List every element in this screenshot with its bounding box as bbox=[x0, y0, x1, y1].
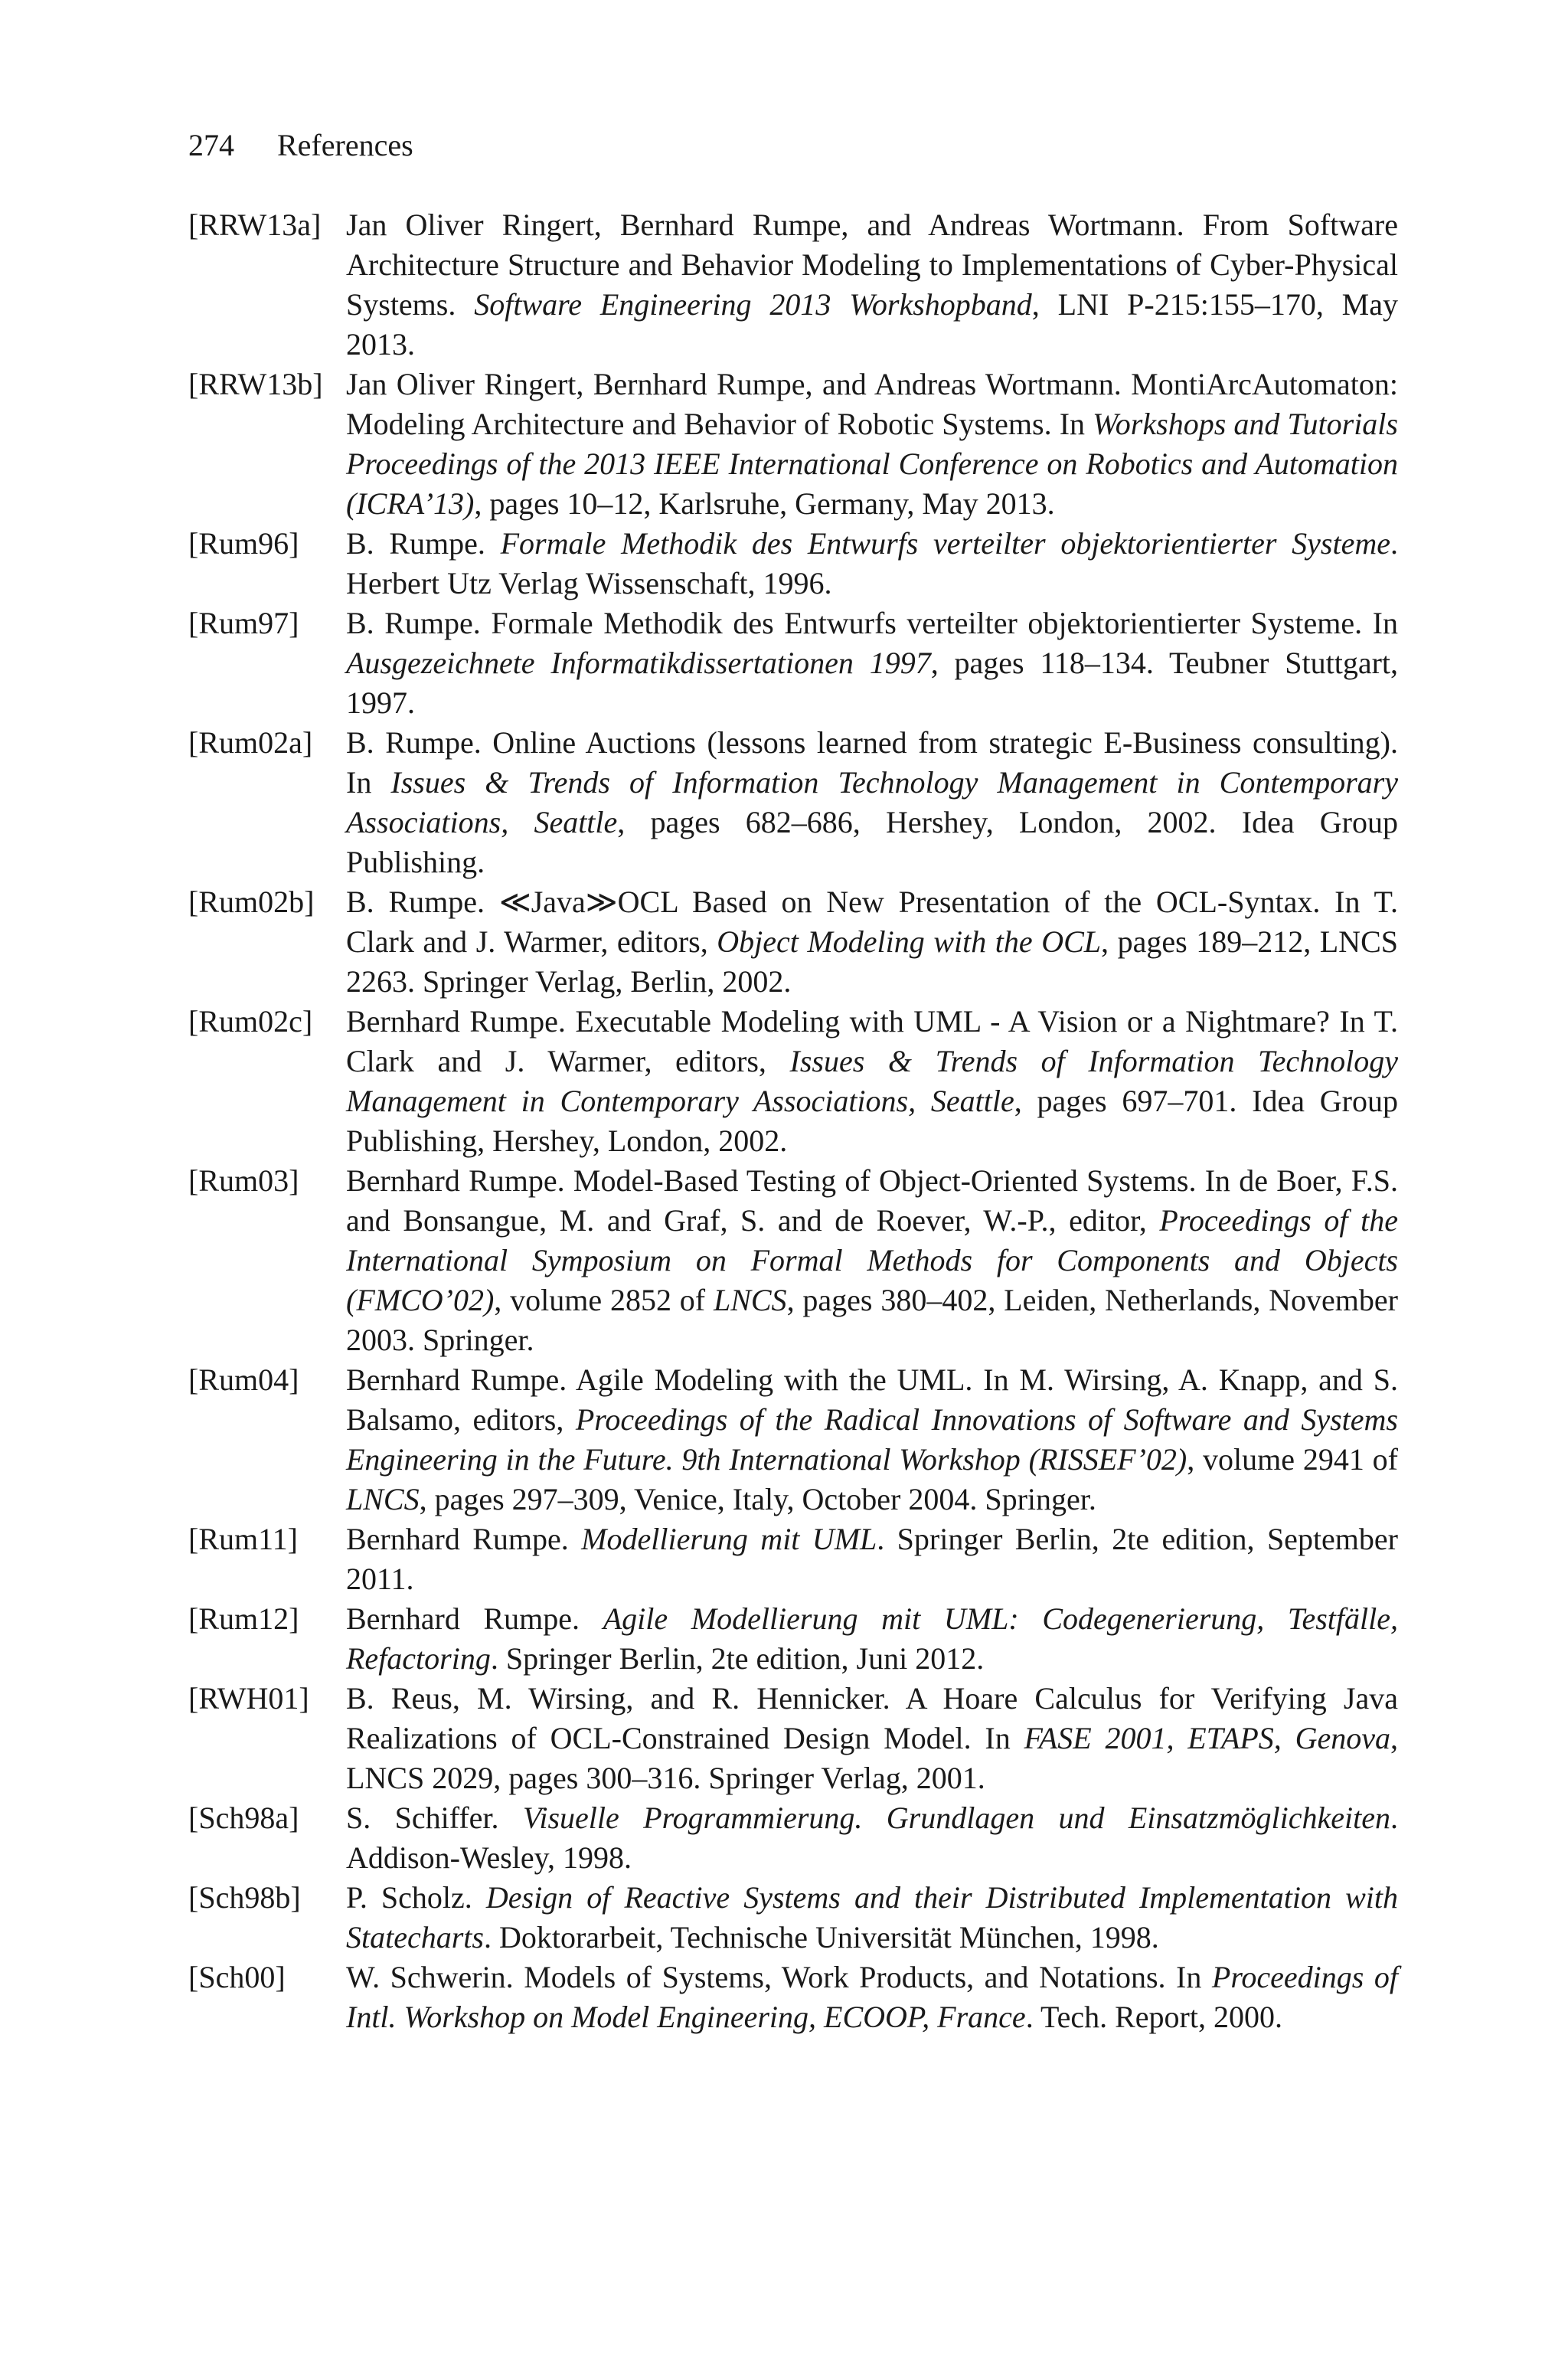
reference-text-segment: Bernhard Rumpe. Executable Modeling with UML - A Vision or a Nightmare? In T. Clark and J. Warmer, editors, bbox=[346, 1004, 1398, 1078]
reference-text bbox=[346, 882, 1398, 1002]
reference-title-italic: Proceedings of Intl. Workshop on Model Engineering, ECOOP, France bbox=[346, 1960, 1398, 2034]
reference-text-segment: , pages 380–402, Leiden, Netherlands, November 2003. Springer. bbox=[346, 1283, 1398, 1357]
reference-entry bbox=[188, 524, 1398, 603]
page-header bbox=[188, 126, 413, 165]
reference-text bbox=[346, 205, 1398, 365]
reference-entry bbox=[188, 1958, 1398, 2037]
reference-key: [Rum03] bbox=[188, 1163, 299, 1198]
reference-key: [Sch98a] bbox=[188, 1801, 299, 1835]
reference-text-segment: Bernhard Rumpe. bbox=[346, 1522, 582, 1556]
reference-text-segment: , pages 682–686, Hershey, London, 2002. Idea Group Publishing. bbox=[346, 805, 1398, 879]
reference-key: [Rum04] bbox=[188, 1362, 299, 1397]
reference-text bbox=[346, 524, 1398, 603]
reference-text-segment: , pages 189–212, LNCS 2263. Springer Verlag, Berlin, 2002. bbox=[346, 924, 1398, 999]
reference-text-segment: , pages 118–134. Teubner Stuttgart, 1997. bbox=[346, 646, 1399, 720]
reference-entry bbox=[188, 205, 1398, 365]
reference-text-segment: , pages 697–701. Idea Group Publishing, Hershey, London, 2002. bbox=[346, 1084, 1398, 1158]
reference-title-italic: Design of Reactive Systems and their Distributed Implementation with Statecharts bbox=[346, 1880, 1399, 1954]
reference-text-segment: , volume 2941 of bbox=[1187, 1442, 1398, 1477]
reference-title-italic: Workshops and Tutorials Proceedings of the 2013 IEEE International Conference on Robotics and Automation (ICRA’13) bbox=[346, 407, 1398, 521]
reference-text-segment: . Doktorarbeit, Technische Universität München, 1998. bbox=[483, 1920, 1159, 1954]
reference-entry bbox=[188, 365, 1398, 524]
reference-text-segment: . Addison-Wesley, 1998. bbox=[346, 1801, 1398, 1875]
reference-text-segment: P. Scholz. bbox=[346, 1880, 486, 1915]
reference-title-italic: Proceedings of the Radical Innovations of Software and Systems Engineering in the Future. 9th International Workshop (RISSEF’02) bbox=[346, 1402, 1398, 1477]
reference-text bbox=[346, 1002, 1398, 1161]
reference-key: [RRW13a] bbox=[188, 208, 322, 242]
reference-key: [Sch00] bbox=[188, 1960, 286, 1994]
reference-entry bbox=[188, 1519, 1398, 1599]
reference-title-italic: Modellierung mit UML bbox=[581, 1522, 877, 1556]
reference-text-segment: B. Reus, M. Wirsing, and R. Hennicker. A Hoare Calculus for Verifying Java Realizations of OCL-Constrained Design Model. In bbox=[346, 1681, 1398, 1755]
reference-text-segment: . Springer Berlin, 2te edition, Juni 2012. bbox=[490, 1641, 985, 1676]
reference-key: [Rum97] bbox=[188, 606, 299, 640]
reference-text bbox=[346, 1878, 1398, 1958]
reference-text-segment: . Herbert Utz Verlag Wissenschaft, 1996. bbox=[346, 526, 1398, 600]
reference-text-segment: Jan Oliver Ringert, Bernhard Rumpe, and Andreas Wortmann. MontiArcAutomaton: Modeling Architecture and Behavior of Robotic Systems. In bbox=[346, 367, 1398, 441]
reference-text-segment: B. Rumpe. Formale Methodik des Entwurfs verteilter objektorientierter Systeme. In bbox=[346, 606, 1398, 640]
reference-entry bbox=[188, 1002, 1398, 1161]
reference-title-italic: LNCS bbox=[346, 1482, 420, 1516]
reference-text bbox=[346, 365, 1398, 524]
reference-key: [RWH01] bbox=[188, 1681, 309, 1716]
reference-entry bbox=[188, 882, 1398, 1002]
reference-text bbox=[346, 1599, 1398, 1679]
reference-title-italic: Issues & Trends of Information Technology Management in Contemporary Associations, Seattle bbox=[346, 765, 1398, 839]
reference-text bbox=[346, 603, 1398, 723]
reference-text-segment: S. Schiffer. bbox=[346, 1801, 523, 1835]
reference-text bbox=[346, 1798, 1398, 1878]
reference-entry bbox=[188, 603, 1398, 723]
reference-text bbox=[346, 1161, 1398, 1360]
reference-text-segment: W. Schwerin. Models of Systems, Work Products, and Notations. In bbox=[346, 1960, 1212, 1994]
reference-text-segment: Bernhard Rumpe. Agile Modeling with the UML. In M. Wirsing, A. Knapp, and S. Balsamo, editors, bbox=[346, 1362, 1398, 1437]
reference-title-italic: Visuelle Programmierung. Grundlagen und Einsatzmöglichkeiten bbox=[522, 1801, 1390, 1835]
reference-title-italic: LNCS bbox=[713, 1283, 787, 1317]
reference-title-italic: Proceedings of the International Symposium on Formal Methods for Components and Objects (FMCO’02) bbox=[346, 1203, 1398, 1317]
reference-key: [Rum12] bbox=[188, 1601, 299, 1636]
reference-title-italic: Formale Methodik des Entwurfs verteilter objektorientierter Systeme bbox=[500, 526, 1390, 561]
reference-text bbox=[346, 1958, 1398, 2037]
reference-text bbox=[346, 1679, 1398, 1798]
reference-text-segment: Jan Oliver Ringert, Bernhard Rumpe, and Andreas Wortmann. From Software Architecture Structure and Behavior Modeling to Implementations of Cyber-Physical Systems. bbox=[346, 208, 1398, 322]
reference-title-italic: Object Modeling with the OCL bbox=[717, 924, 1102, 959]
reference-title-italic: FASE 2001, ETAPS, Genova bbox=[1024, 1721, 1390, 1755]
reference-key: [Rum02b] bbox=[188, 885, 315, 919]
reference-text-segment: , volume 2852 of bbox=[494, 1283, 714, 1317]
reference-text-segment: . Tech. Report, 2000. bbox=[1025, 2000, 1282, 2034]
reference-text-segment: . Springer Berlin, 2te edition, September 2011. bbox=[346, 1522, 1398, 1596]
reference-text bbox=[346, 1360, 1398, 1519]
reference-text-segment: , pages 297–309, Venice, Italy, October 2004. Springer. bbox=[419, 1482, 1096, 1516]
reference-key: [Rum96] bbox=[188, 526, 299, 561]
reference-text-segment: , LNI P-215:155–170, May 2013. bbox=[346, 287, 1399, 361]
reference-title-italic: Software Engineering 2013 Workshopband bbox=[474, 287, 1032, 322]
reference-entry bbox=[188, 1360, 1398, 1519]
reference-text-segment: , pages 10–12, Karlsruhe, Germany, May 2013. bbox=[474, 486, 1055, 521]
reference-entry bbox=[188, 1161, 1398, 1360]
reference-entry bbox=[188, 1878, 1398, 1958]
reference-key: [Rum11] bbox=[188, 1522, 298, 1556]
reference-text bbox=[346, 1519, 1398, 1599]
section-title: References bbox=[277, 128, 413, 162]
reference-list bbox=[188, 205, 1398, 2037]
reference-entry bbox=[188, 723, 1398, 882]
reference-text-segment: B. Rumpe. ≪Java≫OCL Based on New Presentation of the OCL-Syntax. In T. Clark and J. Warmer, editors, bbox=[346, 885, 1398, 959]
reference-key: [RRW13b] bbox=[188, 367, 323, 401]
reference-title-italic: Agile Modellierung mit UML: Codegenerierung, Testfälle, Refactoring bbox=[346, 1601, 1399, 1676]
reference-title-italic: Ausgezeichnete Informatikdissertationen 1997 bbox=[346, 646, 931, 680]
page-number: 274 bbox=[188, 128, 234, 162]
reference-text-segment: B. Rumpe. Online Auctions (lessons learned from strategic E-Business consulting). In bbox=[346, 725, 1398, 800]
reference-entry bbox=[188, 1798, 1398, 1878]
reference-text-segment: B. Rumpe. bbox=[346, 526, 501, 561]
reference-key: [Sch98b] bbox=[188, 1880, 301, 1915]
reference-text-segment: Bernhard Rumpe. Model-Based Testing of Object-Oriented Systems. In de Boer, F.S. and Bonsangue, M. and Graf, S. and de Roever, W.-P., editor, bbox=[346, 1163, 1398, 1238]
reference-key: [Rum02a] bbox=[188, 725, 313, 760]
reference-key: [Rum02c] bbox=[188, 1004, 313, 1039]
reference-text-segment: Bernhard Rumpe. bbox=[346, 1601, 603, 1636]
reference-text bbox=[346, 723, 1398, 882]
reference-entry bbox=[188, 1599, 1398, 1679]
reference-text-segment: , LNCS 2029, pages 300–316. Springer Verlag, 2001. bbox=[346, 1721, 1398, 1795]
reference-title-italic: Issues & Trends of Information Technology Management in Contemporary Associations, Seattle bbox=[346, 1044, 1398, 1118]
reference-entry bbox=[188, 1679, 1398, 1798]
